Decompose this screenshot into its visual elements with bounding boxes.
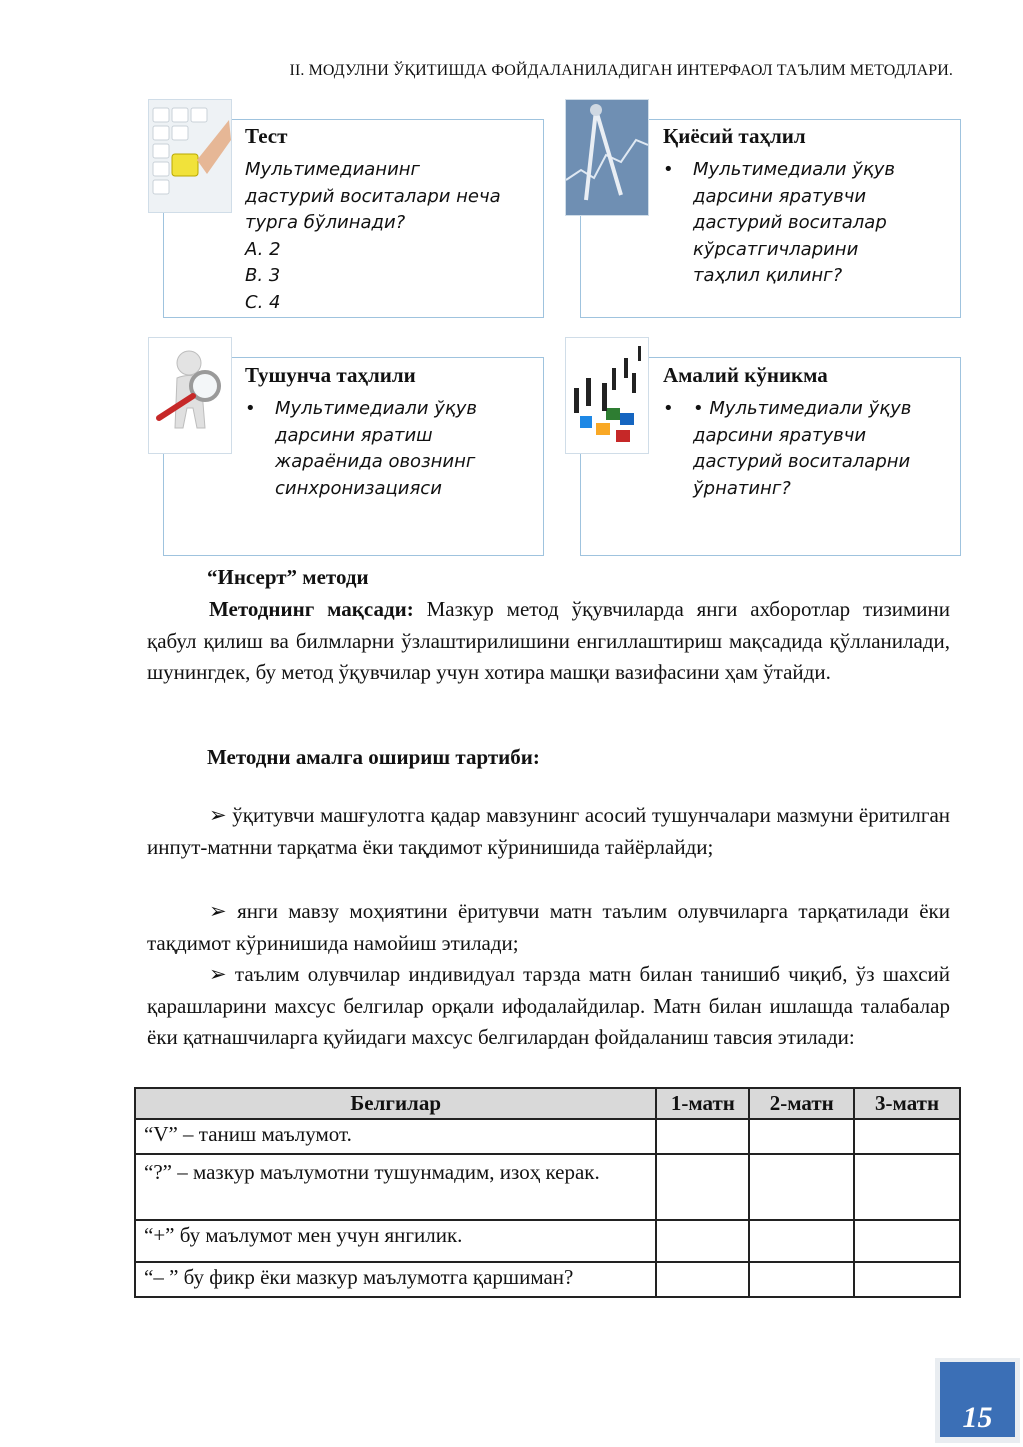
arrow-bullet-icon: ➢ xyxy=(209,899,227,923)
card-test-title: Тест xyxy=(245,124,288,148)
card-line: турга бўлинади? xyxy=(245,212,406,233)
header-text-1: 1-матн xyxy=(656,1088,749,1119)
card-concept-title: Тушунча таҳлили xyxy=(245,363,416,387)
card-line: ўрнатинг? xyxy=(693,477,791,499)
table-row xyxy=(135,1154,960,1220)
card-line: дарсини яратувчи xyxy=(693,424,867,446)
step-paragraph xyxy=(147,896,950,959)
table-cell[interactable] xyxy=(749,1119,854,1154)
keyboard-image xyxy=(148,99,232,213)
card-line: таҳлил қилинг? xyxy=(693,265,843,286)
table-cell[interactable] xyxy=(749,1262,854,1297)
sign-cell: “V” – таниш маълумот. xyxy=(135,1119,656,1154)
table-cell[interactable] xyxy=(854,1119,960,1154)
card-line: дастурий воситалар xyxy=(693,212,887,233)
card-option: A. 2 xyxy=(245,238,281,260)
card-line: дастурий воситаларни xyxy=(693,451,911,472)
card-concept-body xyxy=(245,396,477,502)
business-puzzle-image xyxy=(565,337,649,454)
signs-table xyxy=(134,1087,961,1298)
table-cell[interactable] xyxy=(854,1154,960,1220)
card-line: • Мультимедиали ўқув xyxy=(693,398,912,419)
card-line: жараёнида овознинг xyxy=(275,451,476,472)
header-text-2: 2-матн xyxy=(749,1088,854,1119)
table-cell[interactable] xyxy=(656,1262,749,1297)
step-text: ўқитувчи машғулотга қадар мавзунинг асосий тушунчалари мазмуни ёритилган инпут-матнни тарқатма ёки тақдимот кўринишида тайёрлайди; xyxy=(147,803,951,859)
table-cell[interactable] xyxy=(749,1220,854,1262)
card-option: B. 3 xyxy=(245,265,281,286)
magnifier-figure-image xyxy=(148,337,232,454)
bullet-icon: • xyxy=(663,159,674,180)
bullet-icon: • xyxy=(245,398,256,419)
section-title: “Инсерт” методи xyxy=(207,565,369,589)
compass-chart-image xyxy=(565,99,649,216)
card-practical-body xyxy=(663,396,911,502)
table-header-row xyxy=(135,1088,960,1119)
sign-cell: “– ” бу фикр ёки мазкур маълумотга қаршиман? xyxy=(135,1262,656,1297)
table-cell[interactable] xyxy=(656,1119,749,1154)
card-line: дастурий воситалари неча xyxy=(245,185,501,207)
table-row xyxy=(135,1262,960,1297)
card-line: синхронизацияси xyxy=(275,477,442,499)
card-line: Мультимедиали ўқув xyxy=(693,159,896,180)
sign-cell: “+” бу маълумот мен учун янгилик. xyxy=(135,1220,656,1262)
card-practical-title: Амалий кўникма xyxy=(663,363,828,387)
bullet-icon: • xyxy=(663,398,674,419)
table-cell[interactable] xyxy=(854,1220,960,1262)
step-paragraph xyxy=(147,800,950,863)
step-paragraph xyxy=(147,959,950,1054)
header-signs: Белгилар xyxy=(135,1088,656,1119)
card-comparative-title: Қиёсий таҳлил xyxy=(663,124,806,148)
card-line: Мультимедианинг xyxy=(245,159,420,180)
purpose-text: Мазкур метод ўқувчиларда янги ахборотлар тизимини қабул қилиш ва билмларни ўзлаштирилишини енгиллаштириш мақсадида қўлланилади, шунингдек, бу метод ўқувчилар учун хотира машқи вазифасини ҳам ўтайди. xyxy=(147,597,950,684)
table-row xyxy=(135,1220,960,1262)
page-number: 15 xyxy=(940,1362,1015,1437)
card-option: C. 4 xyxy=(245,291,281,313)
page-header: II. МОДУЛНИ ЎҚИТИШДА ФОЙДАЛАНИЛАДИГАН ИНТЕРФАОЛ ТАЪЛИМ МЕТОДЛАРИ. xyxy=(289,62,953,79)
sign-cell: “?” – мазкур маълумотни тушунмадим, изоҳ керак. xyxy=(135,1154,656,1220)
table-cell[interactable] xyxy=(656,1220,749,1262)
step-text: янги мавзу моҳиятини ёритувчи матн таълим олувчиларга тарқатилади ёки тақдимот кўринишида намойиш этилади; xyxy=(147,899,951,955)
card-test-body xyxy=(245,157,501,316)
purpose-label: Методнинг мақсади: xyxy=(209,597,414,621)
purpose-paragraph xyxy=(147,594,950,689)
arrow-bullet-icon: ➢ xyxy=(209,803,227,827)
card-comparative-body xyxy=(663,157,895,290)
card-line: Мультимедиали ўқув xyxy=(275,398,478,419)
header-text-3: 3-матн xyxy=(854,1088,960,1119)
table-cell[interactable] xyxy=(854,1262,960,1297)
card-line: кўрсатгичларини xyxy=(693,238,859,260)
table-cell[interactable] xyxy=(656,1154,749,1220)
table-cell[interactable] xyxy=(749,1154,854,1220)
step-text: таълим олувчилар индивидуал тарзда матн билан танишиб чиқиб, ўз шахсий қарашларини махсус белгилар орқали ифодалайдилар. Матн билан ишлашда талабалар ёки қатнашчиларга қуйидаги махсус белгилардан фойдаланиш тавсия этилади: xyxy=(147,962,951,1049)
card-line: дарсини яратувчи xyxy=(693,185,867,207)
procedure-title: Методни амалга ошириш тартиби: xyxy=(207,745,540,769)
card-line: дарсини яратиш xyxy=(275,424,433,446)
arrow-bullet-icon: ➢ xyxy=(209,962,227,986)
table-row xyxy=(135,1119,960,1154)
